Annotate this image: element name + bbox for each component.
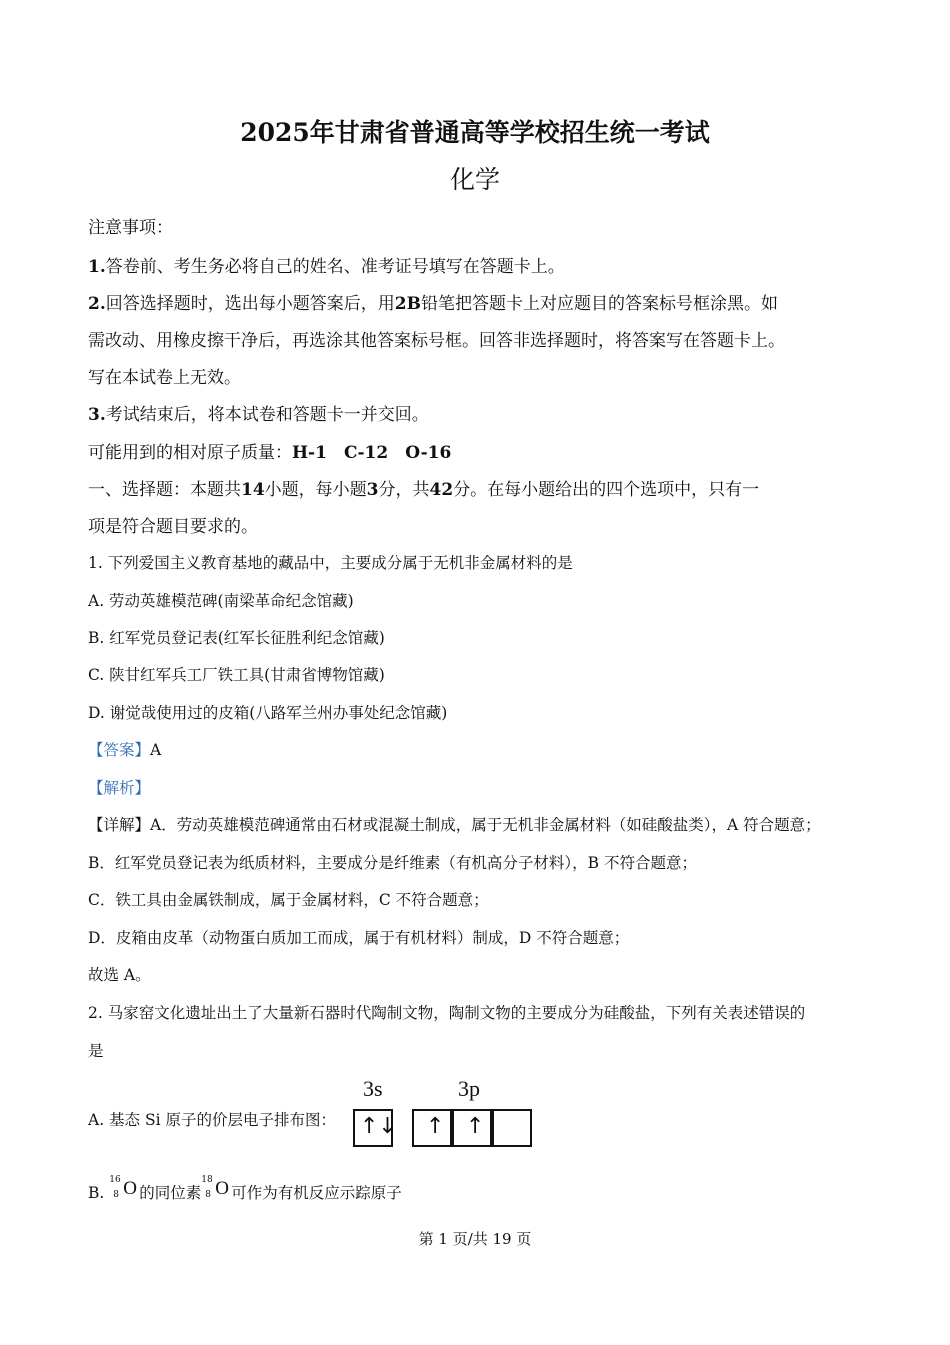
subject-title: 化学 bbox=[449, 165, 500, 194]
notice-item-2-text-a: 回答选择题时，选出每小题答案后，用 bbox=[105, 294, 395, 314]
orbital-label-3p: 3p bbox=[458, 1076, 480, 1101]
orbital-box-3p-1 bbox=[412, 1109, 452, 1147]
q1-answer-label: 【答案】 bbox=[88, 741, 151, 759]
q2-stem-line-1: 2. 马家窑文化遗址出土了大量新石器时代陶制文物，陶制文物的主要成分为硅酸盐，下列有关表述错误的 bbox=[88, 1004, 806, 1022]
atomic-mass-values: H-1 C-12 O-16 bbox=[292, 443, 452, 463]
notice-heading: 注意事项： bbox=[88, 218, 173, 238]
notice-item-2-number: 2. bbox=[88, 294, 106, 314]
q2-option-a: A. 基态 Si 原子的价层电子排布图： bbox=[88, 1111, 336, 1129]
notice-item-3-number: 3. bbox=[88, 405, 106, 425]
notice-item-1-text: 答卷前、考生务必将自己的姓名、准考证号填写在答题卡上。 bbox=[105, 257, 565, 277]
electron-up-arrow-icon: ↑ bbox=[426, 1114, 445, 1139]
section-1-line-2: 项是符合题目要求的。 bbox=[88, 517, 258, 537]
notice-item-2-line-3: 写在本试卷上无效。 bbox=[88, 368, 241, 388]
oxygen-16-mass: 16 bbox=[109, 1175, 121, 1185]
notice-item-2-line-2: 需改动、用橡皮擦干净后，再选涂其他答案标号框。回答非选择题时，将答案写在答题卡上。 bbox=[88, 331, 785, 351]
oxygen-18-atomic-number: 8 bbox=[205, 1190, 211, 1200]
orbital-box-3s bbox=[353, 1109, 397, 1147]
q1-detail-a bbox=[88, 813, 821, 835]
oxygen-18-symbol: O bbox=[215, 1178, 229, 1199]
atomic-mass-line bbox=[88, 438, 451, 463]
orbital-box-3p-2 bbox=[452, 1109, 492, 1147]
q1-option-d: D. 谢觉哉使用过的皮箱(八路军兰州办事处纪念馆藏) bbox=[88, 704, 448, 722]
exam-title: 2025年甘肃省普通高等学校招生统一考试 bbox=[240, 118, 710, 147]
oxygen-16-isotope bbox=[109, 1175, 139, 1201]
q1-option-c: C. 陕甘红军兵工厂铁工具(甘肃省博物馆藏) bbox=[88, 666, 385, 684]
orbital-label-3s: 3s bbox=[363, 1076, 383, 1101]
q1-option-a: A. 劳动英雄模范碑(南梁革命纪念馆藏) bbox=[88, 592, 354, 610]
notice-item-3 bbox=[88, 400, 429, 425]
section-1-points: 3 bbox=[366, 480, 379, 500]
q1-stem: 1. 下列爱国主义教育基地的藏品中，主要成分属于无机非金属材料的是 bbox=[88, 554, 573, 572]
q2-option-b-suffix: 可作为有机反应示踪原子 bbox=[231, 1184, 402, 1202]
section-1-text-g: 分。在每小题给出的四个选项中，只有一 bbox=[453, 480, 760, 500]
q2-stem-line-2: 是 bbox=[88, 1042, 104, 1060]
q1-detail-label: 【详解】 bbox=[88, 816, 151, 834]
q1-answer bbox=[88, 738, 161, 760]
q1-detail-b: B．红军党员登记表为纸质材料，主要成分是纤维素（有机高分子材料），B 不符合题意； bbox=[88, 854, 697, 872]
oxygen-16-symbol: O bbox=[123, 1178, 137, 1199]
section-1-text-c: 小题，每小题 bbox=[264, 480, 367, 500]
q2-option-b-prefix: B. bbox=[88, 1184, 110, 1202]
q1-option-b: B. 红军党员登记表(红军长征胜利纪念馆藏) bbox=[88, 629, 385, 647]
q1-detail-d: D．皮箱由皮革（动物蛋白质加工而成，属于有机材料）制成，D 不符合题意； bbox=[88, 929, 630, 947]
q2-option-b-mid: 的同位素 bbox=[139, 1184, 202, 1202]
page-footer: 第 1 页/共 19 页 bbox=[418, 1230, 532, 1248]
section-1-text-e: 分，共 bbox=[378, 480, 430, 500]
oxygen-16-atomic-number: 8 bbox=[113, 1190, 119, 1200]
section-1-text-a: 一、选择题：本题共 bbox=[88, 480, 241, 500]
oxygen-18-mass: 18 bbox=[201, 1175, 213, 1185]
notice-item-1 bbox=[88, 252, 565, 277]
notice-item-2-line-1 bbox=[88, 289, 778, 314]
section-1-count: 14 bbox=[241, 480, 265, 500]
q1-detail-c: C．铁工具由金属铁制成，属于金属材料，C 不符合题意； bbox=[88, 891, 489, 909]
orbital-diagram bbox=[353, 1076, 553, 1156]
atomic-mass-label: 可能用到的相对原子质量： bbox=[88, 443, 292, 463]
notice-item-1-number: 1. bbox=[88, 257, 106, 277]
q1-conclusion: 故选 A。 bbox=[88, 966, 151, 984]
q1-answer-value: A bbox=[150, 741, 162, 759]
electron-up-arrow-icon: ↑ bbox=[466, 1114, 485, 1139]
notice-item-3-text: 考试结束后，将本试卷和答题卡一并交回。 bbox=[105, 405, 429, 425]
q1-analysis-label: 【解析】 bbox=[88, 779, 151, 797]
orbital-box-3p-3 bbox=[492, 1109, 532, 1147]
paired-electrons-icon: ↑↓ bbox=[360, 1114, 397, 1139]
section-1-total: 42 bbox=[429, 480, 454, 500]
q1-detail-a-text: A．劳动英雄模范碑通常由石材或混凝土制成，属于无机非金属材料（如硅酸盐类），A 符合题意； bbox=[150, 816, 821, 834]
section-1-line-1 bbox=[88, 475, 759, 500]
q2-option-b bbox=[88, 1175, 402, 1203]
notice-item-2-pencil: 2B bbox=[394, 294, 421, 314]
oxygen-18-isotope bbox=[201, 1175, 231, 1201]
notice-item-2-text-c: 铅笔把答题卡上对应题目的答案标号框涂黑。如 bbox=[420, 294, 778, 314]
